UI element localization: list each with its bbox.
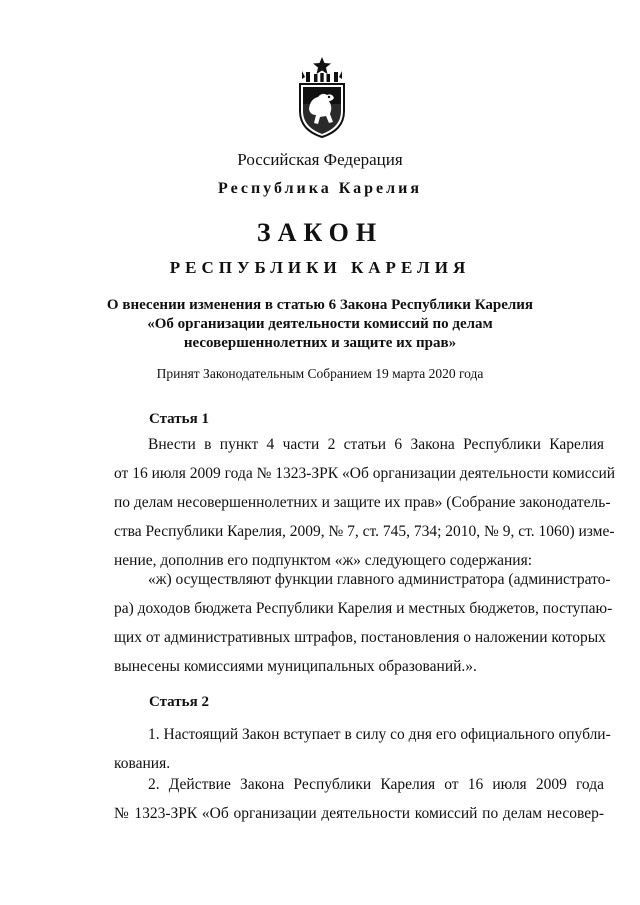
text-line: ра) доходов бюджета Республики Карелия и местных бюджетов, поступаю-: [114, 600, 613, 617]
text-line: ства Республики Карелия, 2009, № 7, ст. 745, 734; 2010, № 9, ст. 1060) изме-: [114, 523, 615, 540]
law-title: [0, 296, 640, 353]
law-title-line: «Об организации деятельности комиссий по делам: [147, 316, 493, 332]
article-2-paragraph-2: [114, 770, 604, 828]
article-2-heading: Статья 2: [149, 694, 209, 710]
country-name: Российская Федерация: [237, 150, 403, 169]
coat-of-arms-emblem: [296, 57, 348, 139]
article-1-paragraph-2: [114, 565, 613, 681]
text-line: № 1323-ЗРК «Об организации деятельности комиссий по делам несовер-: [114, 805, 604, 822]
text-line: «ж) осуществляют функции главного администратора (администрато-: [148, 571, 611, 588]
document-type: ЗАКОН: [256, 218, 384, 247]
text-line: Внести в пункт 4 части 2 статьи 6 Закона Республики Карелия: [148, 436, 604, 453]
article-1-paragraph-1: [114, 430, 616, 575]
text-line: по делам несовершеннолетних и защите их прав» (Собрание законодатель-: [114, 494, 611, 511]
law-title-line: несовершеннолетних и защите их прав»: [183, 335, 457, 351]
law-title-line: О внесении изменения в статью 6 Закона Республики Карелия: [106, 297, 534, 313]
text-line: нение, дополнив его подпунктом «ж» следующего содержания:: [114, 552, 533, 569]
text-line: от 16 июля 2009 года № 1323-ЗРК «Об организации деятельности комиссий: [114, 465, 616, 482]
adoption-note: Принят Законодательным Собранием 19 марта 2020 года: [156, 366, 484, 381]
text-line: вынесены комиссиями муниципальных образований.».: [114, 658, 477, 675]
text-line: щих от административных штрафов, постановления о наложении которых: [114, 629, 606, 646]
text-line: 2. Действие Закона Республики Карелия от 16 июля 2009 года: [148, 776, 604, 793]
document-issuer: РЕСПУБЛИКИ КАРЕЛИЯ: [169, 258, 471, 277]
text-line: кования.: [114, 755, 171, 772]
republic-name: Республика Карелия: [218, 180, 422, 197]
article-1-heading: Статья 1: [149, 411, 209, 427]
text-line: 1. Настоящий Закон вступает в силу со дня его официального опубли-: [148, 726, 611, 743]
